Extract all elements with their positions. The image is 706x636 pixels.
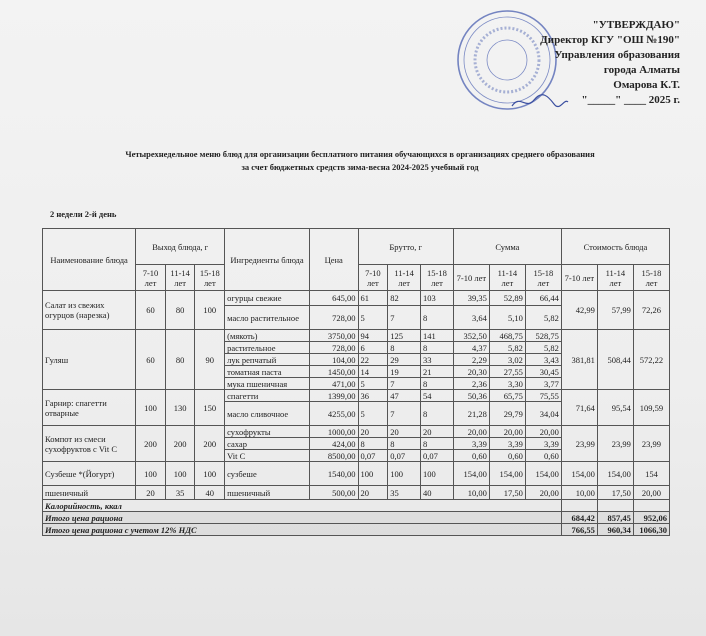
- ingredient-cell: (мякоть): [225, 330, 310, 342]
- sum-cell: 30,45: [525, 366, 561, 378]
- sum-cell: 5,10: [489, 306, 525, 330]
- age-header: 7-10 лет: [136, 265, 166, 291]
- sum-cell: 2,36: [453, 378, 489, 390]
- output-cell: 200: [195, 426, 225, 462]
- output-cell: 100: [165, 462, 195, 486]
- gross-cell: 94: [358, 330, 388, 342]
- gross-cell: 20: [358, 486, 388, 500]
- output-cell: 100: [195, 291, 225, 330]
- price-cell: 1450,00: [309, 366, 358, 378]
- gross-cell: 7: [388, 378, 421, 390]
- age-header: 7-10 лет: [453, 265, 489, 291]
- output-cell: 80: [165, 330, 195, 390]
- sum-cell: 352,50: [453, 330, 489, 342]
- cost-cell: 508,44: [597, 330, 633, 390]
- table-row: [43, 426, 670, 438]
- gross-cell: 8: [421, 402, 454, 426]
- price-cell: 728,00: [309, 342, 358, 354]
- gross-cell: 29: [388, 354, 421, 366]
- gross-cell: 36: [358, 390, 388, 402]
- gross-cell: 100: [358, 462, 388, 486]
- dish-name-cell: Гуляш: [43, 330, 136, 390]
- sum-cell: 17,50: [489, 486, 525, 500]
- price-cell: 424,00: [309, 438, 358, 450]
- cost-cell: 71,64: [561, 390, 597, 426]
- price-cell: 3750,00: [309, 330, 358, 342]
- gross-cell: 125: [388, 330, 421, 342]
- gross-cell: 35: [388, 486, 421, 500]
- gross-cell: 8: [421, 342, 454, 354]
- output-cell: 20: [136, 486, 166, 500]
- gross-cell: 100: [421, 462, 454, 486]
- output-cell: 60: [136, 330, 166, 390]
- output-cell: 130: [165, 390, 195, 426]
- sum-cell: 20,00: [453, 426, 489, 438]
- gross-cell: 0,07: [421, 450, 454, 462]
- price-cell: 728,00: [309, 306, 358, 330]
- gross-cell: 5: [358, 306, 388, 330]
- gross-cell: 19: [388, 366, 421, 378]
- gross-cell: 20: [388, 426, 421, 438]
- gross-cell: 20: [421, 426, 454, 438]
- sum-cell: 20,00: [525, 486, 561, 500]
- price-cell: 4255,00: [309, 402, 358, 426]
- approval-line: Омарова К.Т.: [613, 79, 680, 91]
- gross-cell: 54: [421, 390, 454, 402]
- table-row: [43, 486, 670, 500]
- gross-cell: 100: [388, 462, 421, 486]
- cost-cell: 72,26: [633, 291, 669, 330]
- gross-cell: 0,07: [358, 450, 388, 462]
- gross-cell: 141: [421, 330, 454, 342]
- gross-cell: 5: [358, 378, 388, 390]
- age-header: 11-14 лет: [489, 265, 525, 291]
- gross-cell: 8: [421, 378, 454, 390]
- output-cell: 100: [136, 462, 166, 486]
- cost-cell: 109,59: [633, 390, 669, 426]
- sum-cell: 3,43: [525, 354, 561, 366]
- calories-label: Калорийность, ккал: [43, 500, 562, 512]
- cost-cell: 154: [633, 462, 669, 486]
- cost-cell: 57,99: [597, 291, 633, 330]
- sum-cell: 3,02: [489, 354, 525, 366]
- menu-body: [43, 291, 670, 500]
- vat-total-label: Итого цена рациона с учетом 12% НДС: [43, 524, 562, 536]
- sum-cell: 0,60: [525, 450, 561, 462]
- header-gross: Брутто, г: [358, 229, 453, 265]
- ingredient-cell: сахар: [225, 438, 310, 450]
- dish-name-cell: Сузбеше *(Йогурт): [43, 462, 136, 486]
- ingredient-cell: Vit C: [225, 450, 310, 462]
- cost-cell: 572,22: [633, 330, 669, 390]
- ingredient-cell: огурцы свежие: [225, 291, 310, 306]
- output-cell: 100: [136, 390, 166, 426]
- total-value: 952,06: [633, 512, 669, 524]
- table-row: [43, 390, 670, 402]
- price-cell: 1000,00: [309, 426, 358, 438]
- document-title: [60, 148, 660, 174]
- total-label: Итого цена рациона: [43, 512, 562, 524]
- sum-cell: 3,39: [489, 438, 525, 450]
- output-cell: 200: [165, 426, 195, 462]
- table-row: [43, 330, 670, 342]
- header-cost: Стоимость блюда: [561, 229, 669, 265]
- gross-cell: 5: [358, 402, 388, 426]
- sum-cell: 3,39: [453, 438, 489, 450]
- sum-cell: 154,00: [489, 462, 525, 486]
- age-header: 11-14 лет: [388, 265, 421, 291]
- sum-cell: 27,55: [489, 366, 525, 378]
- age-header: 15-18 лет: [633, 265, 669, 291]
- sum-cell: 3,30: [489, 378, 525, 390]
- header-dish: Наименование блюда: [43, 229, 136, 291]
- total-value: 857,45: [597, 512, 633, 524]
- gross-cell: 103: [421, 291, 454, 306]
- table-row: [43, 462, 670, 486]
- cost-cell: 95,54: [597, 390, 633, 426]
- sum-cell: 468,75: [489, 330, 525, 342]
- output-cell: 35: [165, 486, 195, 500]
- total-value: 684,42: [561, 512, 597, 524]
- approval-date: "_____" ____ 2025 г.: [581, 94, 680, 106]
- gross-cell: 8: [388, 438, 421, 450]
- header-ingredients: Ингредиенты блюда: [225, 229, 310, 291]
- ingredient-cell: сузбеше: [225, 462, 310, 486]
- price-cell: 8500,00: [309, 450, 358, 462]
- signature: [510, 92, 570, 112]
- sum-cell: 20,00: [525, 426, 561, 438]
- vat-total-value: 1066,30: [633, 524, 669, 536]
- sum-cell: 2,29: [453, 354, 489, 366]
- sum-cell: 154,00: [453, 462, 489, 486]
- dish-name-cell: пшеничный: [43, 486, 136, 500]
- gross-cell: 47: [388, 390, 421, 402]
- sum-cell: 34,04: [525, 402, 561, 426]
- sum-cell: 10,00: [453, 486, 489, 500]
- gross-cell: 8: [421, 438, 454, 450]
- header-price: Цена: [309, 229, 358, 291]
- age-header: 15-18 лет: [421, 265, 454, 291]
- gross-cell: 7: [388, 402, 421, 426]
- age-header: 11-14 лет: [165, 265, 195, 291]
- title-line-2: за счет бюджетных средств зима-весна 2024-2025 учебный год: [241, 162, 479, 172]
- ingredient-cell: томатная паста: [225, 366, 310, 378]
- sum-cell: 65,75: [489, 390, 525, 402]
- sum-cell: 5,82: [489, 342, 525, 354]
- gross-cell: 7: [388, 306, 421, 330]
- price-cell: 471,00: [309, 378, 358, 390]
- sum-cell: 50,36: [453, 390, 489, 402]
- sum-cell: 5,82: [525, 342, 561, 354]
- sum-cell: 52,89: [489, 291, 525, 306]
- day-label: 2 недели 2-й день: [50, 209, 117, 219]
- ingredient-cell: спагетти: [225, 390, 310, 402]
- header-sum: Сумма: [453, 229, 561, 265]
- sum-cell: 3,64: [453, 306, 489, 330]
- vat-total-value: 960,34: [597, 524, 633, 536]
- ingredient-cell: масло сливочное: [225, 402, 310, 426]
- sum-cell: 21,28: [453, 402, 489, 426]
- cost-cell: 154,00: [597, 462, 633, 486]
- cost-cell: 20,00: [633, 486, 669, 500]
- sum-cell: 66,44: [525, 291, 561, 306]
- approval-line: Директор КГУ "ОШ №190": [540, 34, 680, 46]
- cost-cell: 154,00: [561, 462, 597, 486]
- cost-cell: 17,50: [597, 486, 633, 500]
- calories-cell: [633, 500, 669, 512]
- gross-cell: 82: [388, 291, 421, 306]
- gross-cell: 14: [358, 366, 388, 378]
- output-cell: 90: [195, 330, 225, 390]
- sum-cell: 3,77: [525, 378, 561, 390]
- cost-cell: 23,99: [597, 426, 633, 462]
- gross-cell: 6: [358, 342, 388, 354]
- age-header: 7-10 лет: [358, 265, 388, 291]
- ingredient-cell: сухофрукты: [225, 426, 310, 438]
- sum-cell: 20,30: [453, 366, 489, 378]
- age-header: 15-18 лет: [195, 265, 225, 291]
- output-cell: 40: [195, 486, 225, 500]
- output-cell: 100: [195, 462, 225, 486]
- dish-name-cell: Салат из свежих огурцов (нарезка): [43, 291, 136, 330]
- ingredient-cell: растительное: [225, 342, 310, 354]
- sum-cell: 0,60: [489, 450, 525, 462]
- sum-cell: 20,00: [489, 426, 525, 438]
- price-cell: 1399,00: [309, 390, 358, 402]
- gross-cell: 20: [358, 426, 388, 438]
- age-header: 15-18 лет: [525, 265, 561, 291]
- age-header: 7-10 лет: [561, 265, 597, 291]
- cost-cell: 381,81: [561, 330, 597, 390]
- sum-cell: 39,35: [453, 291, 489, 306]
- output-cell: 60: [136, 291, 166, 330]
- ingredient-cell: лук репчатый: [225, 354, 310, 366]
- dish-name-cell: Компот из смеси сухофруктов с Vit C: [43, 426, 136, 462]
- sum-cell: 5,82: [525, 306, 561, 330]
- gross-cell: 33: [421, 354, 454, 366]
- price-cell: 1540,00: [309, 462, 358, 486]
- title-line-1: Четырехнедельное меню блюд для организации бесплатного питания обучающихся в организациях среднего образования: [125, 149, 595, 159]
- gross-cell: 8: [421, 306, 454, 330]
- gross-cell: 0,07: [388, 450, 421, 462]
- gross-cell: 21: [421, 366, 454, 378]
- gross-cell: 8: [388, 342, 421, 354]
- ingredient-cell: масло растительное: [225, 306, 310, 330]
- vat-total-value: 766,55: [561, 524, 597, 536]
- cost-cell: 42,99: [561, 291, 597, 330]
- output-cell: 200: [136, 426, 166, 462]
- price-cell: 104,00: [309, 354, 358, 366]
- header-output: Выход блюда, г: [136, 229, 225, 265]
- sum-cell: 4,37: [453, 342, 489, 354]
- gross-cell: 22: [358, 354, 388, 366]
- sum-cell: 154,00: [525, 462, 561, 486]
- calories-cell: [561, 500, 597, 512]
- sum-cell: 528,75: [525, 330, 561, 342]
- age-header: 11-14 лет: [597, 265, 633, 291]
- approval-line: города Алматы: [603, 64, 680, 76]
- table-row: [43, 291, 670, 306]
- gross-cell: 40: [421, 486, 454, 500]
- sum-cell: 3,39: [525, 438, 561, 450]
- output-cell: 80: [165, 291, 195, 330]
- approval-line: Управления образования: [554, 49, 680, 61]
- ingredient-cell: мука пшеничная: [225, 378, 310, 390]
- dish-name-cell: Гарнир: спагетти отварные: [43, 390, 136, 426]
- output-cell: 150: [195, 390, 225, 426]
- sum-cell: 29,79: [489, 402, 525, 426]
- menu-table: [42, 228, 670, 536]
- gross-cell: 61: [358, 291, 388, 306]
- cost-cell: 23,99: [561, 426, 597, 462]
- price-cell: 645,00: [309, 291, 358, 306]
- sum-cell: 75,55: [525, 390, 561, 402]
- cost-cell: 10,00: [561, 486, 597, 500]
- sum-cell: 0,60: [453, 450, 489, 462]
- approval-line: "УТВЕРЖДАЮ": [592, 19, 680, 31]
- calories-cell: [597, 500, 633, 512]
- cost-cell: 23,99: [633, 426, 669, 462]
- ingredient-cell: пшеничный: [225, 486, 310, 500]
- price-cell: 500,00: [309, 486, 358, 500]
- gross-cell: 8: [358, 438, 388, 450]
